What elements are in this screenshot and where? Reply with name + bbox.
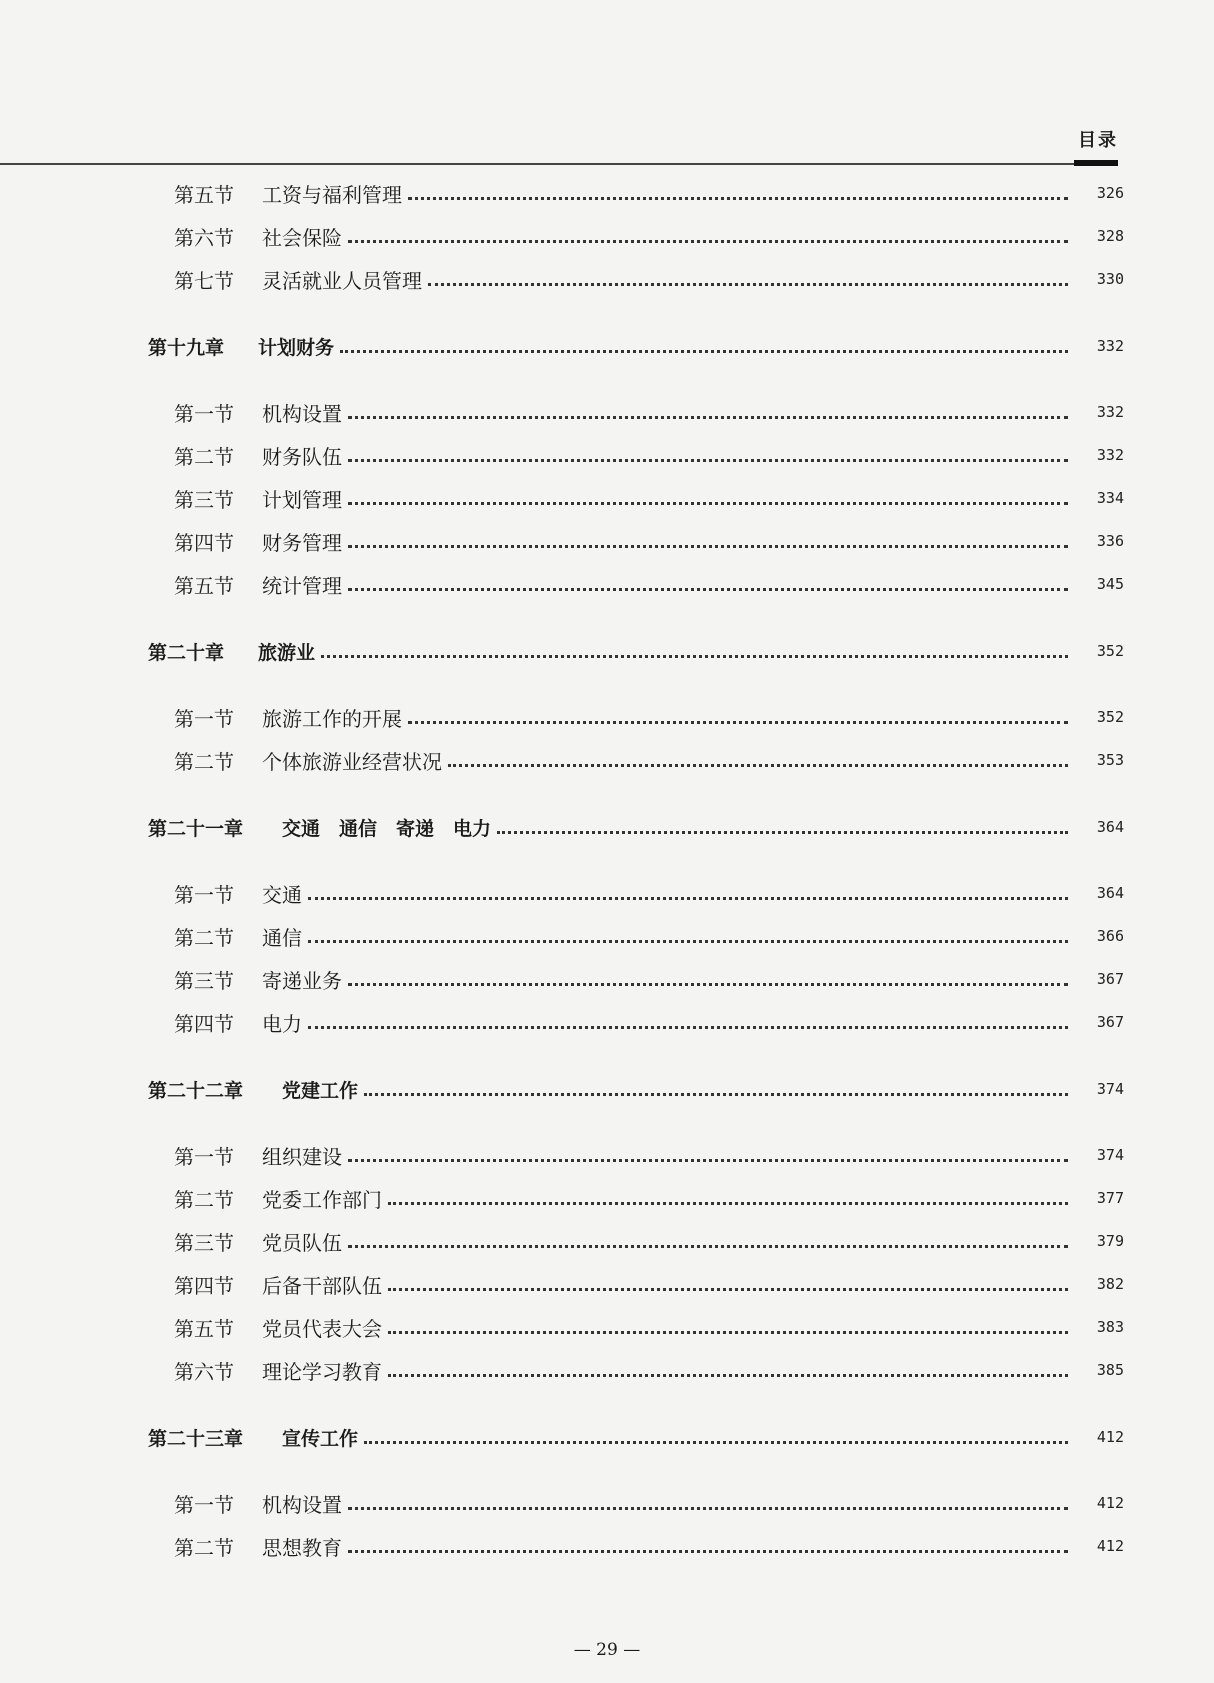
toc-entry-label: 第五节 — [174, 573, 234, 598]
toc-entry-page-number: 334 — [1096, 489, 1124, 507]
toc-entry-page-number: 330 — [1096, 270, 1124, 288]
toc-entry-title: 思想教育 — [262, 1535, 342, 1560]
dot-leader — [348, 1157, 1068, 1162]
toc-entry-title: 财务队伍 — [262, 444, 342, 469]
toc-entry-page-number: 352 — [1096, 642, 1124, 660]
toc-entry-page-number: 326 — [1096, 184, 1124, 202]
toc-section-entry[interactable] — [0, 876, 1214, 910]
toc-entry-label: 第一节 — [174, 1492, 234, 1517]
toc-section-entry[interactable] — [0, 1310, 1214, 1344]
toc-section-entry[interactable] — [0, 962, 1214, 996]
toc-entry-page-number: 353 — [1096, 751, 1124, 769]
toc-entry-title: 旅游业 — [258, 641, 316, 664]
toc-section-entry[interactable] — [0, 700, 1214, 734]
toc-entry-title: 交通 — [262, 882, 302, 907]
dot-leader — [348, 981, 1068, 986]
toc-entry-page-number: 379 — [1096, 1232, 1124, 1250]
toc-entry-label: 第二节 — [174, 925, 234, 950]
toc-section-entry[interactable] — [0, 395, 1214, 429]
dot-leader — [388, 1329, 1068, 1334]
toc-entry-page-number: 345 — [1096, 575, 1124, 593]
toc-entry-title: 工资与福利管理 — [262, 182, 402, 207]
dot-leader — [348, 543, 1068, 548]
toc-entry-label: 第二十章 — [148, 641, 225, 664]
dot-leader — [348, 414, 1068, 419]
toc-section-entry[interactable] — [0, 919, 1214, 953]
toc-entry-title: 计划管理 — [262, 487, 342, 512]
dot-leader — [348, 1548, 1068, 1553]
toc-entry-title: 党员代表大会 — [262, 1316, 382, 1341]
toc-entry-title: 电力 — [262, 1011, 302, 1036]
toc-entry-title: 党委工作部门 — [262, 1187, 382, 1212]
toc-entry-page-number: 352 — [1096, 708, 1124, 726]
toc-entry-page-number: 332 — [1096, 446, 1124, 464]
toc-entry-page-number: 328 — [1096, 227, 1124, 245]
toc-entry-label: 第六节 — [174, 225, 234, 250]
toc-entry-label: 第四节 — [174, 1273, 234, 1298]
toc-section-entry[interactable] — [0, 1353, 1214, 1387]
dot-leader — [340, 348, 1068, 353]
toc-entry-label: 第十九章 — [148, 336, 225, 359]
toc-section-entry[interactable] — [0, 176, 1214, 210]
dot-leader — [308, 895, 1068, 900]
toc-entry-title: 交通 通信 寄递 电力 — [282, 817, 492, 840]
toc-entry-page-number: 377 — [1096, 1189, 1124, 1207]
toc-entry-page-number: 374 — [1096, 1080, 1124, 1098]
toc-entry-title: 宣传工作 — [282, 1427, 359, 1450]
toc-chapter-entry[interactable] — [0, 1420, 1214, 1454]
toc-entry-label: 第二节 — [174, 749, 234, 774]
dot-leader — [408, 719, 1068, 724]
toc-entry-label: 第三节 — [174, 968, 234, 993]
toc-entry-label: 第二节 — [174, 1187, 234, 1212]
toc-entry-label: 第七节 — [174, 268, 234, 293]
toc-entry-title: 党建工作 — [282, 1079, 359, 1102]
toc-section-entry[interactable] — [0, 1138, 1214, 1172]
toc-entry-page-number: 366 — [1096, 927, 1124, 945]
toc-entry-page-number: 332 — [1096, 403, 1124, 421]
dot-leader — [497, 829, 1068, 834]
dot-leader — [364, 1439, 1068, 1444]
running-header-title: 目录 — [1078, 130, 1118, 151]
header-rule-mark — [1074, 160, 1118, 166]
toc-entry-label: 第二节 — [174, 444, 234, 469]
toc-entry-label: 第四节 — [174, 530, 234, 555]
toc-entry-label: 第六节 — [174, 1359, 234, 1384]
toc-entry-label: 第一节 — [174, 882, 234, 907]
toc-section-entry[interactable] — [0, 1486, 1214, 1520]
toc-chapter-entry[interactable] — [0, 810, 1214, 844]
dot-leader — [348, 238, 1068, 243]
toc-entry-title: 旅游工作的开展 — [262, 706, 402, 731]
toc-entry-label: 第一节 — [174, 1144, 234, 1169]
toc-entry-page-number: 367 — [1096, 1013, 1124, 1031]
toc-entry-page-number: 364 — [1096, 818, 1124, 836]
toc-entry-label: 第二十一章 — [148, 817, 244, 840]
dot-leader — [321, 653, 1068, 658]
toc-entry-page-number: 374 — [1096, 1146, 1124, 1164]
toc-entry-title: 后备干部队伍 — [262, 1273, 382, 1298]
dot-leader — [348, 1505, 1068, 1510]
toc-section-entry[interactable] — [0, 219, 1214, 253]
dot-leader — [348, 1243, 1068, 1248]
dot-leader — [388, 1286, 1068, 1291]
toc-entry-page-number: 367 — [1096, 970, 1124, 988]
dot-leader — [348, 500, 1068, 505]
toc-entry-label: 第二节 — [174, 1535, 234, 1560]
toc-entry-title: 统计管理 — [262, 573, 342, 598]
toc-section-entry[interactable] — [0, 1529, 1214, 1563]
dot-leader — [428, 281, 1068, 286]
dot-leader — [408, 195, 1068, 200]
dot-leader — [308, 1024, 1068, 1029]
toc-section-entry[interactable] — [0, 567, 1214, 601]
toc-section-entry[interactable] — [0, 1005, 1214, 1039]
dot-leader — [348, 586, 1068, 591]
dot-leader — [448, 762, 1068, 767]
toc-entry-label: 第一节 — [174, 706, 234, 731]
header-rule — [0, 163, 1118, 165]
toc-chapter-entry[interactable] — [0, 634, 1214, 668]
toc-entry-label: 第三节 — [174, 1230, 234, 1255]
toc-entry-page-number: 336 — [1096, 532, 1124, 550]
toc-entry-label: 第二十三章 — [148, 1427, 244, 1450]
toc-entry-page-number: 385 — [1096, 1361, 1124, 1379]
toc-entry-title: 财务管理 — [262, 530, 342, 555]
toc-entry-page-number: 382 — [1096, 1275, 1124, 1293]
toc-entry-label: 第五节 — [174, 1316, 234, 1341]
toc-entry-label: 第二十二章 — [148, 1079, 244, 1102]
toc-entry-label: 第五节 — [174, 182, 234, 207]
toc-entry-title: 社会保险 — [262, 225, 342, 250]
dot-leader — [388, 1372, 1068, 1377]
toc-entry-title: 灵活就业人员管理 — [262, 268, 422, 293]
page-number: — 29 — — [573, 1640, 641, 1660]
toc-entry-title: 理论学习教育 — [262, 1359, 382, 1384]
toc-entry-page-number: 383 — [1096, 1318, 1124, 1336]
toc-section-entry[interactable] — [0, 524, 1214, 558]
toc-entry-title: 通信 — [262, 925, 302, 950]
toc-section-entry[interactable] — [0, 262, 1214, 296]
toc-entry-label: 第三节 — [174, 487, 234, 512]
toc-entry-page-number: 332 — [1096, 337, 1124, 355]
toc-entry-page-number: 412 — [1096, 1537, 1124, 1555]
toc-entry-page-number: 412 — [1096, 1494, 1124, 1512]
toc-entry-title: 组织建设 — [262, 1144, 342, 1169]
dot-leader — [388, 1200, 1068, 1205]
toc-section-entry[interactable] — [0, 481, 1214, 515]
toc-entry-title: 机构设置 — [262, 401, 342, 426]
toc-entry-page-number: 412 — [1096, 1428, 1124, 1446]
toc-entry-title: 计划财务 — [258, 336, 335, 359]
dot-leader — [364, 1091, 1068, 1096]
toc-entry-title: 寄递业务 — [262, 968, 342, 993]
toc-chapter-entry[interactable] — [0, 1072, 1214, 1106]
toc-section-entry[interactable] — [0, 1224, 1214, 1258]
dot-leader — [348, 457, 1068, 462]
toc-section-entry[interactable] — [0, 743, 1214, 777]
toc-entry-page-number: 364 — [1096, 884, 1124, 902]
toc-entry-title: 党员队伍 — [262, 1230, 342, 1255]
toc-chapter-entry[interactable] — [0, 329, 1214, 363]
dot-leader — [308, 938, 1068, 943]
toc-entry-label: 第四节 — [174, 1011, 234, 1036]
toc-entry-label: 第一节 — [174, 401, 234, 426]
toc-section-entry[interactable] — [0, 438, 1214, 472]
toc-section-entry[interactable] — [0, 1181, 1214, 1215]
toc-section-entry[interactable] — [0, 1267, 1214, 1301]
toc-entry-title: 机构设置 — [262, 1492, 342, 1517]
toc-entry-title: 个体旅游业经营状况 — [262, 749, 442, 774]
